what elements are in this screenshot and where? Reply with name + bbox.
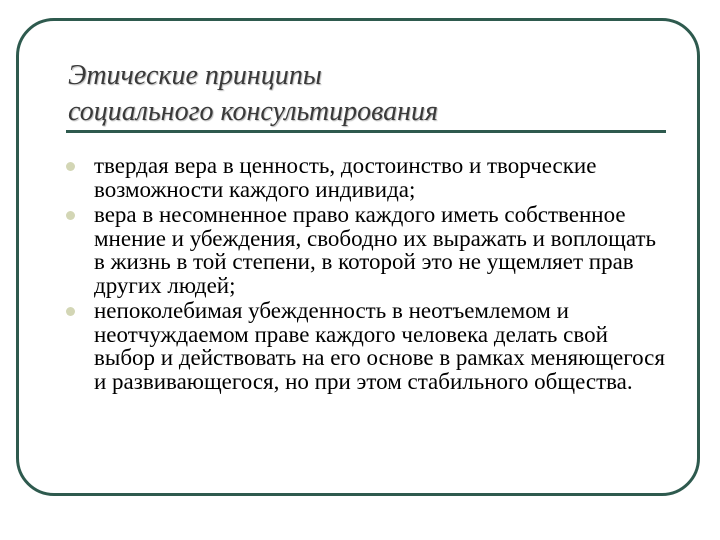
bullet-dot-icon	[66, 162, 75, 171]
slide-title	[68, 58, 668, 130]
principles-list	[62, 154, 672, 395]
list-item-text: твердая вера в ценность, достоинство и творческие возможности каждого индивида;	[94, 153, 597, 202]
title-line-1: Этические принципы	[68, 60, 322, 91]
list-item	[62, 154, 672, 201]
list-item-text: вера в несомненное право каждого иметь собственное мнение и убеждения, свободно их выражать и воплощать в жизнь в той степени, в которой это не ущемляет прав других людей;	[94, 202, 657, 298]
title-divider	[66, 130, 666, 133]
list-item	[62, 299, 672, 393]
list-item-text: непоколебимая убежденность в неотъемлемом и неотчуждаемом праве каждого человека делать свой выбор и действовать на его основе в рамках меняющегося и развивающегося, но при этом стабильного общества.	[94, 298, 665, 394]
list-item	[62, 203, 672, 297]
bullet-dot-icon	[66, 211, 75, 220]
bullet-dot-icon	[66, 307, 75, 316]
title-line-2: социального консультирования	[68, 96, 439, 127]
